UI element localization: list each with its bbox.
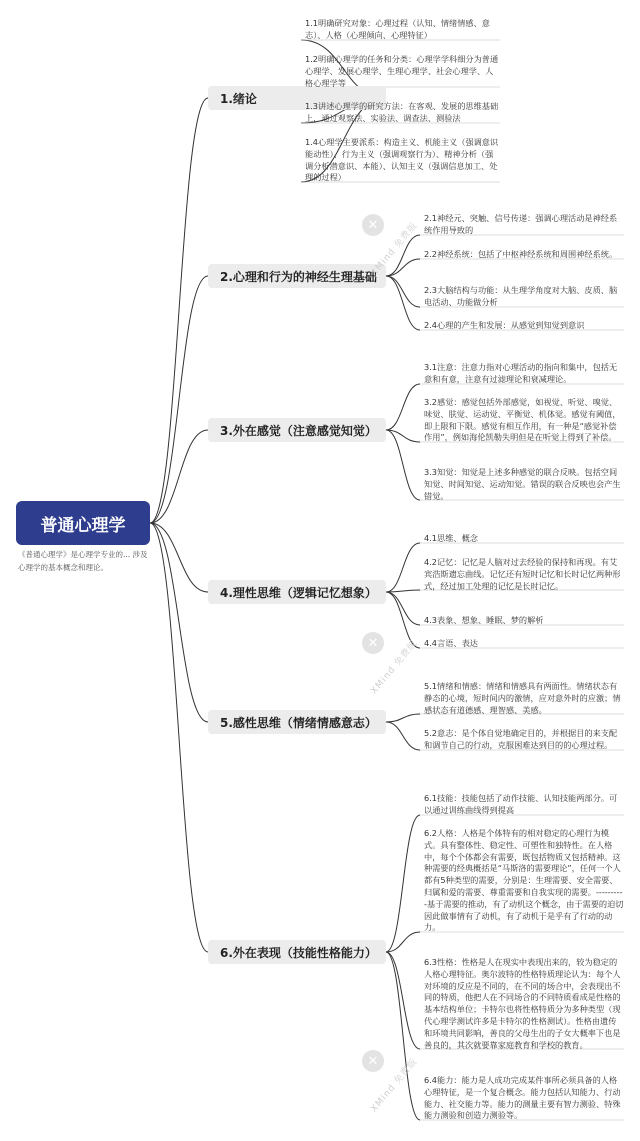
leaf-2-4[interactable]: 2.4心理的产生和发展：从感觉到知觉到意识 [424, 320, 585, 330]
leaf-6-3[interactable]: 6.3性格：性格是人在现实中表现出来的，较为稳定的人格心理特征。奥尔波特的性格特质理论认为：每个人对环境的反应是不同的，在不同的场合中，会表现出不同的特质，他把人在不同场合的不同特质看成是性格的基本结构单位；卡特尔也将性格特质分为多种类型（现代心理学测试许多是卡特尔的性格测试）。性格由遗传和环境共同影响，善良的父母生出的子女大概率下也是善良的，其次就要靠家庭教育和学校的教育。 [424, 957, 621, 1050]
leaf-4-1[interactable]: 4.1思维、概念 [424, 533, 478, 543]
leaf-2-1[interactable]: 2.1神经元、突触、信号传递：强调心理活动是神经系统作用导致的 [424, 213, 618, 235]
branch-topic-3[interactable]: 3.外在感觉（注意感觉知觉） [208, 418, 386, 442]
branch-edge-4-1 [386, 543, 420, 592]
leaf-4-3[interactable]: 4.3表象、想象、睡眠、梦的解析 [424, 615, 544, 625]
root-edge-5 [150, 523, 208, 722]
root-note: 《普通心理学》是心理学专业的... 涉及心理学的基本概念和理论。 [18, 550, 148, 572]
leaf-3-1[interactable]: 3.1注意：注意力指对心理活动的指向和集中，包括无意和有意，注意有过滤理论和衰减理论。 [424, 362, 618, 384]
branch-topic-6[interactable]: 6.外在表现（技能性格能力） [208, 940, 386, 964]
branch-edge-4-4 [386, 592, 420, 648]
leaf-1-1[interactable]: 1.1明确研究对象：心理过程（认知、情绪情感、意志）、人格（心理倾向、心理特征） [305, 18, 490, 40]
branch-topic-4[interactable]: 4.理性思维（逻辑记忆想象） [208, 580, 386, 604]
leaf-1-3[interactable]: 1.3讲述心理学的研究方法：在客观、发展的思维基础上，通过观察法、实验法、调查法、测验法 [305, 101, 499, 123]
leaf-6-1[interactable]: 6.1技能：技能包括了动作技能、认知技能两部分。可以通过训练曲线得到提高 [424, 793, 618, 815]
leaf-6-4[interactable]: 6.4能力：能力是人成功完成某件事所必须具备的人格心理特征，是一个复合概念。能力包括认知能力、行动能力、社交能力等。能力的测量主要有智力测验、特殊能力测验和创造力测验等。 [424, 1075, 621, 1121]
branch-edge-3-3 [386, 430, 420, 500]
branch-edge-6-2 [386, 932, 420, 952]
watermark: XMind 免费版 [369, 1056, 420, 1115]
leaf-1-4[interactable]: 1.4心理学主要派系：构造主义、机能主义（强调意识能动性）、行为主义（强调观察行为）、精神分析（强调分析潜意识、本能）、认知主义（强调信息加工、处理的过程） [305, 137, 499, 183]
branch-topic-2[interactable]: 2.心理和行为的神经生理基础 [208, 264, 386, 288]
root-topic[interactable]: 普通心理学 [16, 501, 150, 545]
root-edge-6 [150, 523, 208, 952]
leaf-2-2[interactable]: 2.2神经系统：包括了中枢神经系统和周围神经系统。 [424, 249, 618, 259]
leaf-3-3[interactable]: 3.3知觉：知觉是上述多种感觉的联合反映。包括空间知觉、时间知觉、运动知觉。错误的联合反映也会产生错觉。 [424, 467, 621, 501]
branch-topic-1[interactable]: 1.绪论 [208, 86, 386, 110]
branch-edge-6-1 [386, 815, 420, 952]
branch-edge-2-2 [386, 259, 420, 276]
branch-edge-5-1 [386, 714, 420, 722]
xmind-logo-icon: ✕ [362, 632, 384, 654]
leaf-4-4[interactable]: 4.4言语、表达 [424, 638, 478, 648]
leaf-3-2[interactable]: 3.2感觉：感觉包括外部感觉，如视觉、听觉、嗅觉、味觉、肤觉、运动觉、平衡觉、机体觉。感觉有阈值，即上限和下限。感觉有相互作用，有一种是“感觉补偿作用”，例如海伦凯勒失明但是在听觉上得到了补偿。 [424, 397, 621, 443]
branch-topic-5[interactable]: 5.感性思维（情绪情感意志） [208, 710, 386, 734]
xmind-logo-icon: ✕ [362, 1050, 384, 1072]
watermark: XMind 免费版 [369, 220, 420, 279]
leaf-4-2[interactable]: 4.2记忆：记忆是人脑对过去经验的保持和再现。有艾宾浩斯遗忘曲线。记忆还有短时记忆和长时记忆两种形式，经过加工处理的记忆是长时记忆。 [424, 557, 621, 591]
root-edge-4 [150, 523, 208, 592]
root-edge-1 [150, 98, 208, 523]
watermark: XMind 免费版 [369, 638, 420, 697]
leaf-6-2[interactable]: 6.2人格：人格是个体特有的相对稳定的心理行为模式。具有整体性、稳定性、可塑性和独特性。在人格中，每个个体都会有需要，既包括物质又包括精神。这种需要的经典概括是“马斯洛的需要理论”，任何一个人都有5种类型的需要，分别是：生理需要、安全需要、归属和爱的需要、尊重需要和自我实现的需要。----------基于需要的推动，有了动机这个概念，由于需要的迫切因此做事情有了动机，有了动机于是乎有了行动的动力。 [424, 828, 624, 933]
leaf-5-2[interactable]: 5.2意志：是个体自觉地确定目的，并根据目的来支配和调节自己的行动，克服困难达到目的的心理过程。 [424, 728, 618, 750]
xmind-logo-icon: ✕ [362, 214, 384, 236]
branch-edge-2-4 [386, 276, 420, 330]
leaf-2-3[interactable]: 2.3大脑结构与功能：从生理学角度对大脑、皮质、脑电活动、功能做分析 [424, 285, 618, 307]
leaf-1-2[interactable]: 1.2明确心理学的任务和分类：心理学学科细分为普通心理学、发展心理学、生理心理学、社会心理学、人格心理学等 [305, 54, 499, 88]
branch-edge-3-1 [386, 384, 420, 430]
leaf-5-1[interactable]: 5.1情绪和情感：情绪和情感具有两面性。情绪状态有静态的心境，短时间内的激情，应对意外时的应激；情感状态有道德感、理智感、美感。 [424, 681, 621, 715]
branch-edge-5-2 [386, 722, 420, 750]
